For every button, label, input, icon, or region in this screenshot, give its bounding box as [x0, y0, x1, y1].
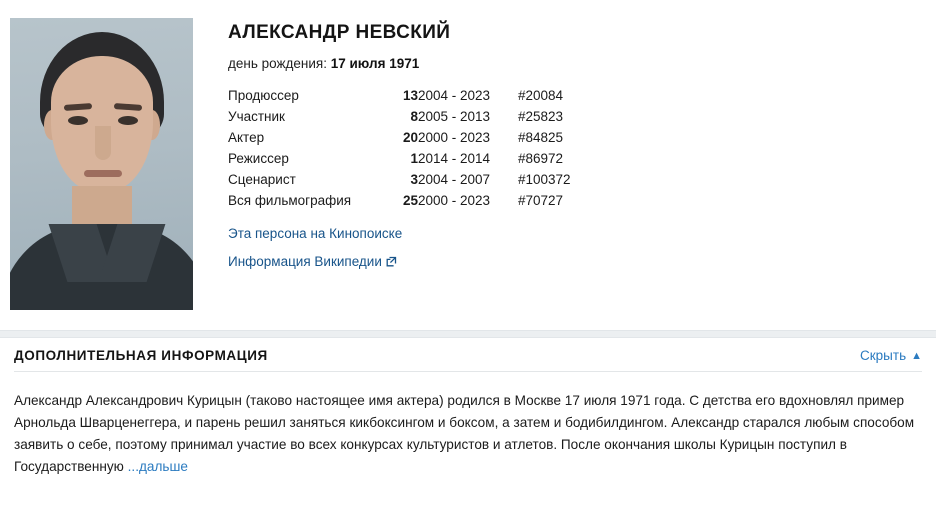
- role-years: 2014 - 2014: [418, 151, 491, 166]
- biography-text: [14, 390, 922, 478]
- additional-info-title: ДОПОЛНИТЕЛЬНАЯ ИНФОРМАЦИЯ: [14, 348, 268, 363]
- role-years: 2004 - 2007: [418, 172, 491, 187]
- role-years: 2004 - 2023: [418, 88, 491, 103]
- caret-up-icon: ▲: [911, 350, 922, 362]
- role-count: 1: [410, 151, 418, 166]
- birth-date-line: [228, 56, 598, 71]
- role-count: 20: [402, 130, 418, 145]
- role-years: 2000 - 2023: [418, 193, 491, 208]
- role-years: 2005 - 2013: [418, 109, 491, 124]
- role-id: #70727: [518, 193, 564, 208]
- role-id: #84825: [518, 130, 564, 145]
- kinopoisk-link[interactable]: Эта персона на Кинопоиске: [228, 226, 403, 241]
- birth-date-value: 17 июля 1971: [330, 56, 420, 71]
- role-count: 25: [402, 193, 418, 208]
- birth-date-label: день рождения:: [228, 56, 327, 71]
- person-info: [193, 18, 598, 318]
- role-id: #100372: [518, 172, 571, 187]
- table-row[interactable]: [228, 85, 598, 106]
- role-count: 3: [410, 172, 418, 187]
- wikipedia-link-label: Информация Википедии: [228, 254, 382, 269]
- role-years: 2000 - 2023: [418, 130, 491, 145]
- role-id: #86972: [518, 151, 564, 166]
- role-id: #25823: [518, 109, 564, 124]
- table-row[interactable]: [228, 127, 598, 148]
- person-photo: [10, 18, 193, 310]
- table-row[interactable]: [228, 148, 598, 169]
- external-links: [228, 225, 598, 283]
- portrait-illustration: [10, 18, 193, 310]
- roles-table-body: [228, 85, 598, 211]
- role-count: 8: [410, 109, 418, 124]
- wikipedia-link[interactable]: [228, 254, 397, 271]
- biography-body: Александр Александрович Курицын (таково настоящее имя актера) родился в Москве 17 июля 1971 года. С детства его вдохновлял пример Арнольда Шварценеггера, и парень решил заняться кикбоксингом и боксом, а затем и бодибилдингом. Александр старался любым способом заявить о себе, поэтому принимал участие во всех конкурсах культуристов и атлетов. После окончания школы Курицын поступил в Государственную: [14, 393, 915, 474]
- collapse-toggle[interactable]: [860, 348, 922, 363]
- role-count: 13: [402, 88, 418, 103]
- role-name: Участник: [228, 109, 285, 124]
- read-more-link[interactable]: ...дальше: [127, 459, 188, 474]
- role-name: Вся фильмография: [228, 193, 352, 208]
- role-name: Сценарист: [228, 172, 296, 187]
- table-row[interactable]: [228, 169, 598, 190]
- table-row[interactable]: [228, 190, 598, 211]
- role-name: Продюссер: [228, 88, 299, 103]
- role-id: #20084: [518, 88, 564, 103]
- table-row[interactable]: [228, 106, 598, 127]
- section-divider: [0, 330, 936, 338]
- role-name: Актер: [228, 130, 265, 145]
- role-name: Режиссер: [228, 151, 289, 166]
- collapse-toggle-label: Скрыть: [860, 348, 907, 363]
- roles-table: [228, 85, 598, 211]
- external-link-icon: [385, 256, 397, 271]
- additional-info-section: [0, 348, 936, 478]
- additional-info-header: [14, 348, 922, 372]
- page-title: АЛЕКСАНДР НЕВСКИЙ: [228, 22, 451, 43]
